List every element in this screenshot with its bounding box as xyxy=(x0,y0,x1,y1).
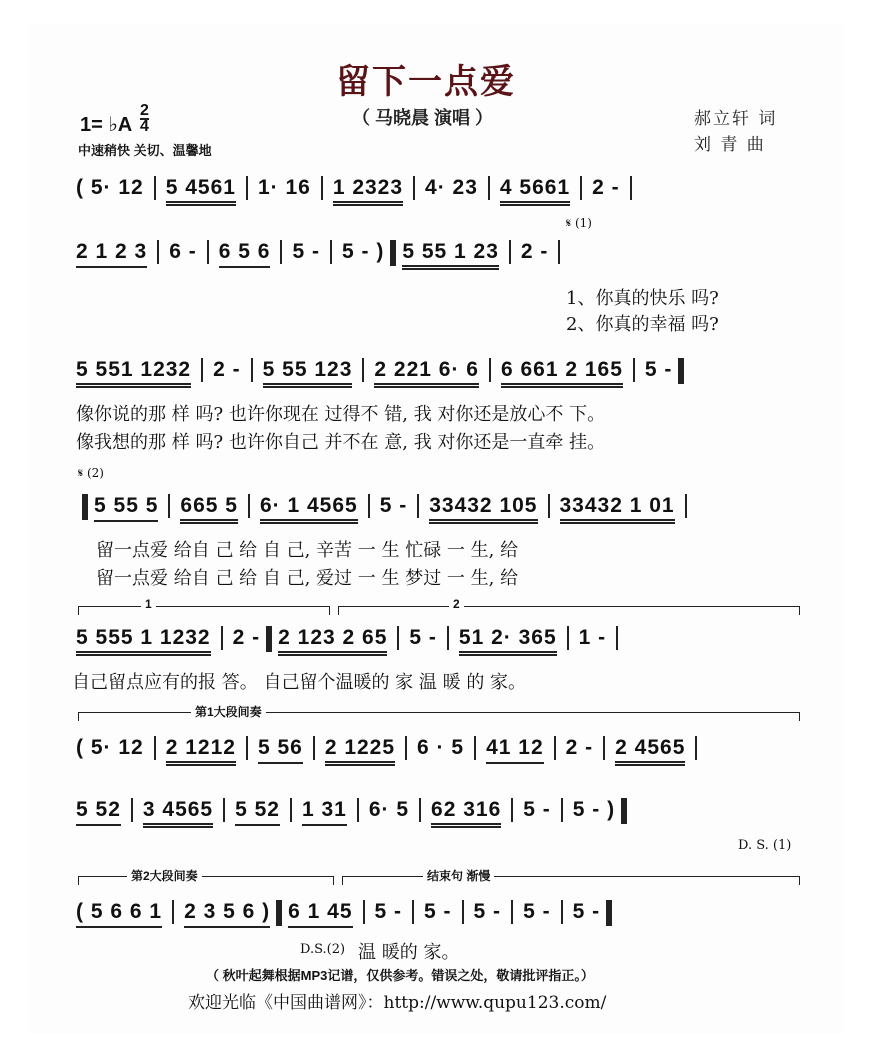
measure: 5 - xyxy=(424,900,452,923)
key-signature: 1= ♭A xyxy=(80,114,133,136)
measure: 5 - xyxy=(644,358,673,381)
barline xyxy=(154,736,156,760)
measure: 5 - ) xyxy=(341,240,385,263)
measure: 5 55 5 xyxy=(94,494,158,522)
barline xyxy=(685,494,687,518)
score-line-8 xyxy=(76,900,800,934)
measure: 1 31 xyxy=(302,798,347,826)
barline xyxy=(313,736,315,760)
barline xyxy=(131,798,133,822)
lyrics-line-5: 自己留点应有的报 答。 自己留个温暖的 家 温 暖 的 家。 xyxy=(72,672,527,693)
barline xyxy=(321,176,323,200)
section-end-barline xyxy=(621,798,627,824)
barline xyxy=(246,736,248,760)
score-line-6 xyxy=(76,736,800,770)
barline xyxy=(246,176,248,200)
measure: 5 52 xyxy=(76,798,121,826)
song-title: 留下一点爱 xyxy=(336,63,516,101)
measure: 2 3 5 6 ) xyxy=(184,900,270,928)
measure: 6 5 6 xyxy=(219,240,271,268)
measure: 41 12 xyxy=(486,736,544,764)
measure: 6· 1 4565 xyxy=(260,494,358,524)
repeat-end-barline xyxy=(678,358,684,384)
measure: 665 5 xyxy=(180,494,238,524)
measure: ( 5· 12 xyxy=(76,176,144,199)
measure: 2 123 2 65 xyxy=(278,626,387,656)
score-line-2 xyxy=(76,240,800,274)
measure: 5 - xyxy=(523,900,551,923)
barline xyxy=(561,798,563,822)
interlude-2-label: 第2大段间奏 xyxy=(127,867,202,884)
lyrics-verse-1: 留一点爱 给自 己 给 自 己, 辛苦 一 生 忙碌 一 生, 给 xyxy=(96,540,519,561)
barline xyxy=(413,176,415,200)
measure: 51 2· 365 xyxy=(459,626,557,656)
second-ending-bracket xyxy=(338,597,800,615)
measure: ( 5 6 6 1 xyxy=(76,900,162,928)
barline xyxy=(633,358,635,382)
measure: 5 555 1 1232 xyxy=(76,626,211,656)
measure: 5 - xyxy=(292,240,320,263)
measure: 2 - xyxy=(232,626,261,649)
barline xyxy=(447,626,449,650)
measure: 3 4565 xyxy=(143,798,213,828)
measure: 5 56 xyxy=(258,736,303,764)
measure: 5 - xyxy=(523,798,551,821)
barline xyxy=(580,176,582,200)
time-signature-bottom: 4 xyxy=(140,118,149,135)
lyrics-line-8: 温 暖的 家。 xyxy=(358,942,460,963)
measure: 5 - xyxy=(374,900,403,923)
coda-label: 结束句 渐慢 xyxy=(423,867,494,884)
first-ending-label: 1 xyxy=(141,597,156,611)
singer-credit: （ 马晓晨 演唱 ） xyxy=(352,108,494,128)
score-line-5 xyxy=(76,626,800,660)
measure: 33432 1 01 xyxy=(560,494,675,524)
tempo-marking: 中速稍快 关切、温馨地 xyxy=(78,143,212,158)
barline xyxy=(251,358,253,382)
measure: 2 - xyxy=(565,736,594,759)
measure: 6 661 2 165 xyxy=(501,358,623,388)
barline xyxy=(603,736,605,760)
measure: 2 1 2 3 xyxy=(76,240,147,268)
segno-marker-2: 𝄋 (2) xyxy=(78,466,104,480)
website-credit: 欢迎光临《中国曲谱网》：http://www.qupu123.com/ xyxy=(188,993,607,1013)
measure: 2 - xyxy=(592,176,620,199)
measure: 2 - xyxy=(213,358,241,381)
barline xyxy=(489,358,491,382)
dal-segno-2: D.S.(2) xyxy=(300,942,346,957)
barline xyxy=(363,900,365,924)
barline xyxy=(567,626,569,650)
barline xyxy=(616,626,618,650)
measure: 4 5661 xyxy=(500,176,570,206)
lyrics-verse-1: 像你说的那 样 吗? 也许你现在 过得不 错, 我 对你还是放心不 下。 xyxy=(76,404,606,425)
measure: 5 - xyxy=(572,900,601,923)
measure: 6 - xyxy=(169,240,197,263)
barline xyxy=(417,494,419,518)
lyrics-verse-2: 留一点爱 给自 己 给 自 己, 爱过 一 生 梦过 一 生, 给 xyxy=(96,568,519,589)
measure: 1· 16 xyxy=(257,176,311,199)
barline xyxy=(511,900,513,924)
repeat-start-barline xyxy=(82,494,88,520)
measure: 5 55 123 xyxy=(263,358,353,388)
dal-segno-1: D. S. (1) xyxy=(738,838,792,853)
measure: 1 - xyxy=(578,626,607,649)
measure: 5 52 xyxy=(235,798,280,826)
barline xyxy=(488,176,490,200)
measure: 5 55 1 23 xyxy=(402,240,499,270)
measure: 2 4565 xyxy=(615,736,685,766)
interlude-1-label: 第1大段间奏 xyxy=(191,703,266,720)
barline xyxy=(362,358,364,382)
barline xyxy=(405,736,407,760)
measure: 2 1212 xyxy=(166,736,236,766)
barline xyxy=(561,900,563,924)
measure: 62 316 xyxy=(431,798,501,828)
barline xyxy=(462,900,464,924)
measure: 5 - xyxy=(473,900,502,923)
barline xyxy=(630,176,632,200)
barline xyxy=(221,626,223,650)
measure: 5 - ) xyxy=(572,798,616,821)
lyrics-verse-2: 2、你真的幸福 吗? xyxy=(566,314,719,335)
section-barline xyxy=(276,900,282,926)
interlude-1-bracket xyxy=(78,705,800,721)
measure: 1 2323 xyxy=(333,176,403,206)
lyrics-verse-2: 像我想的那 样 吗? 也许你自己 并不在 意, 我 对你还是一直牵 挂。 xyxy=(76,432,606,453)
measure: 5 - xyxy=(379,494,408,517)
coda-bracket xyxy=(342,869,800,885)
barline xyxy=(368,494,370,518)
barline xyxy=(558,240,560,264)
measure: 2 - xyxy=(520,240,549,263)
score-line-3 xyxy=(76,358,800,392)
interlude-2-bracket xyxy=(78,869,334,885)
measure: 33432 105 xyxy=(429,494,537,524)
score-line-4 xyxy=(76,494,800,528)
barline xyxy=(511,798,513,822)
repeat-end-barline xyxy=(266,626,272,652)
first-ending-bracket xyxy=(78,597,330,615)
segno-marker-1: 𝄋 (1) xyxy=(566,216,592,230)
measure: 6· 5 xyxy=(368,798,410,821)
barline xyxy=(548,494,550,518)
lyrics-verse-1: 1、你真的快乐 吗? xyxy=(566,288,719,309)
barline xyxy=(330,240,332,264)
final-barline xyxy=(606,900,612,926)
time-signature-top: 2 xyxy=(140,102,149,119)
time-signature xyxy=(140,104,149,134)
barline xyxy=(154,176,156,200)
measure: 4· 23 xyxy=(425,176,478,199)
barline xyxy=(172,900,174,924)
measure: ( 5· 12 xyxy=(76,736,144,759)
measure: 5 - xyxy=(409,626,437,649)
barline xyxy=(168,494,170,518)
repeat-start-barline xyxy=(390,240,396,266)
barline xyxy=(397,626,399,650)
barline xyxy=(280,240,282,264)
measure: 5 4561 xyxy=(166,176,236,206)
composer-credit: 刘 青 曲 xyxy=(694,135,766,155)
barline xyxy=(554,736,556,760)
barline xyxy=(157,240,159,264)
barline xyxy=(207,240,209,264)
lyricist-credit: 郝立轩 词 xyxy=(694,109,778,129)
barline xyxy=(223,798,225,822)
barline xyxy=(357,798,359,822)
barline xyxy=(509,240,511,264)
transcription-note: （ 秋叶起舞根据MP3记谱，仅供参考。错误之处，敬请批评指正。） xyxy=(206,968,594,983)
measure: 2 221 6· 6 xyxy=(374,358,479,388)
measure: 6 · 5 xyxy=(417,736,465,759)
score-line-7 xyxy=(76,798,800,832)
barline xyxy=(201,358,203,382)
measure: 2 1225 xyxy=(325,736,395,766)
barline xyxy=(419,798,421,822)
second-ending-label: 2 xyxy=(449,597,464,611)
barline xyxy=(695,736,697,760)
barline xyxy=(474,736,476,760)
score-line-1 xyxy=(76,176,800,210)
measure: 6 1 45 xyxy=(288,900,352,928)
measure: 5 551 1232 xyxy=(76,358,191,388)
barline xyxy=(412,900,414,924)
barline xyxy=(290,798,292,822)
barline xyxy=(248,494,250,518)
